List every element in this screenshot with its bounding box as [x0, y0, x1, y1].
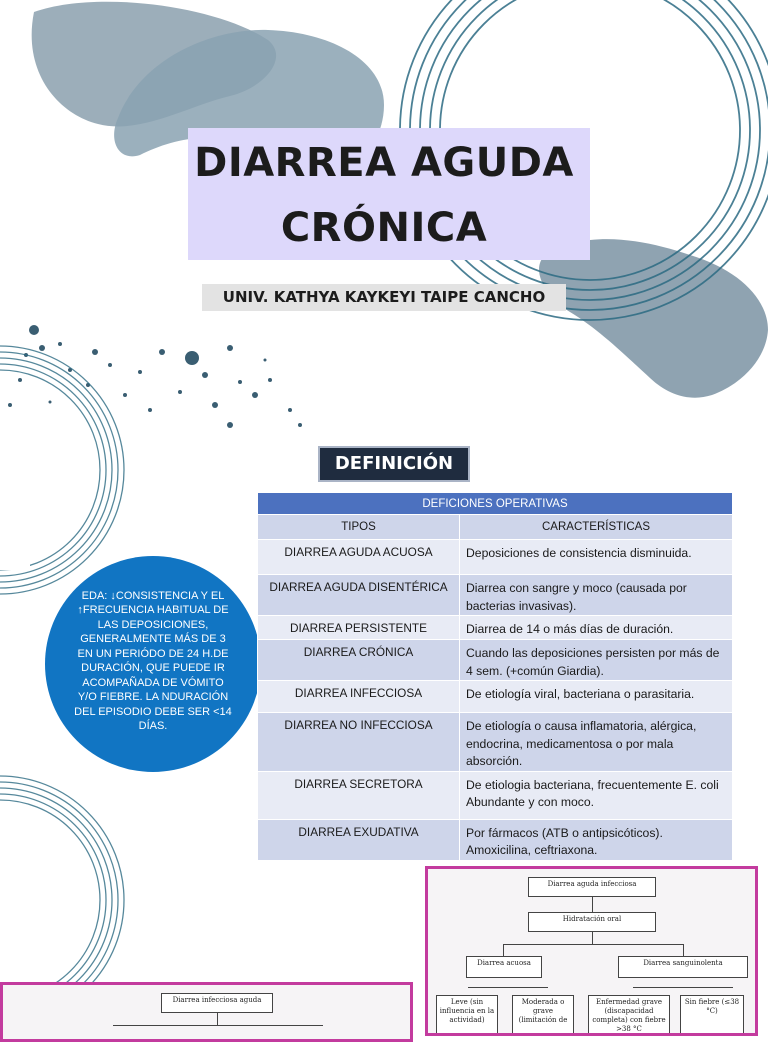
- page-title-line-2: CRÓNICA: [280, 205, 488, 251]
- flow-box-grave: Enfermedad grave (discapacidad completa) con fiebre >38 °C: [588, 995, 670, 1035]
- table-cell-tipo: DIARREA SECRETORA: [258, 771, 460, 819]
- table-caption: DEFICIONES OPERATIVAS: [258, 493, 733, 515]
- table-row: [258, 616, 733, 640]
- table-cell-tipo: DIARREA CRÓNICA: [258, 640, 460, 681]
- table-cell-tipo: DIARREA AGUDA DISENTÉRICA: [258, 575, 460, 616]
- flow-box-top: Diarrea aguda infecciosa: [528, 877, 656, 897]
- flow-box-moderada: Moderada o grave (limitación de: [512, 995, 574, 1035]
- flow-box-acuosa: Diarrea acuosa: [466, 956, 542, 978]
- ink-splatter: [8, 325, 302, 428]
- author-name: UNIV. KATHYA KAYKEYI TAIPE CANCHO: [202, 284, 566, 311]
- table-row: [258, 681, 733, 713]
- flow-box-left-top: Diarrea infecciosa aguda: [161, 993, 273, 1013]
- table-row: [258, 540, 733, 575]
- table-cell-caracteristica: De etiologia bacteriana, frecuentemente E. coli Abundante y con moco.: [460, 771, 733, 819]
- flow-box-second: Hidratación oral: [528, 912, 656, 932]
- flowchart-image-left: [0, 982, 413, 1042]
- definition-circle: [45, 556, 261, 772]
- table-row: [258, 640, 733, 681]
- table-cell-tipo: DIARREA NO INFECCIOSA: [258, 713, 460, 772]
- table-cell-caracteristica: De etiología o causa inflamatoria, alérgica, endocrina, medicamentosa o por mala absorción.: [460, 713, 733, 772]
- table-cell-caracteristica: Cuando las deposiciones persisten por más de 4 sem. (+común Giardia).: [460, 640, 733, 681]
- definition-label: DEFINICIÓN: [318, 446, 470, 482]
- flow-box-sanguinolenta: Diarrea sanguinolenta: [618, 956, 748, 978]
- table-cell-caracteristica: Diarrea de 14 o más días de duración.: [460, 616, 733, 640]
- table-cell-tipo: DIARREA PERSISTENTE: [258, 616, 460, 640]
- table-header-tipos: TIPOS: [258, 515, 460, 540]
- definition-circle-text: EDA: ↓CONSISTENCIA Y EL ↑FRECUENCIA HABITUAL DE LAS DEPOSICIONES, GENERALMENTE MÁS DE 3 EN UN PERIÓDO DE 24 H.DE DURACIÓN, QUE PUEDE IR ACOMPAÑADA DE VÓMITO Y/O FIEBRE. LA NDURACIÓN DEL EPISODIO DEBE SER <14 DÍAS.: [74, 589, 232, 732]
- table-cell-caracteristica: Deposiciones de consistencia disminuida.: [460, 540, 733, 575]
- table-row: [258, 771, 733, 819]
- page-title-line-1: DIARREA AGUDA: [194, 140, 574, 186]
- flow-box-leve: Leve (sin influencia en la actividad): [436, 995, 498, 1035]
- table-header-caracteristicas: CARACTERÍSTICAS: [460, 515, 733, 540]
- table-cell-tipo: DIARREA EXUDATIVA: [258, 819, 460, 860]
- table-row: [258, 713, 733, 772]
- table-cell-caracteristica: De etiología viral, bacteriana o parasitaria.: [460, 681, 733, 713]
- operational-definitions-table: [257, 492, 733, 861]
- table-row: [258, 819, 733, 860]
- table-row: [258, 575, 733, 616]
- table-cell-tipo: DIARREA INFECCIOSA: [258, 681, 460, 713]
- table-cell-caracteristica: Por fármacos (ATB o antipsicóticos). Amoxicilina, ceftriaxona.: [460, 819, 733, 860]
- table-cell-tipo: DIARREA AGUDA ACUOSA: [258, 540, 460, 575]
- flowchart-image-right: [425, 866, 758, 1036]
- flow-box-sin-fiebre: Sin fiebre (≤38 °C): [680, 995, 744, 1035]
- table-cell-caracteristica: Diarrea con sangre y moco (causada por bacterias invasivas).: [460, 575, 733, 616]
